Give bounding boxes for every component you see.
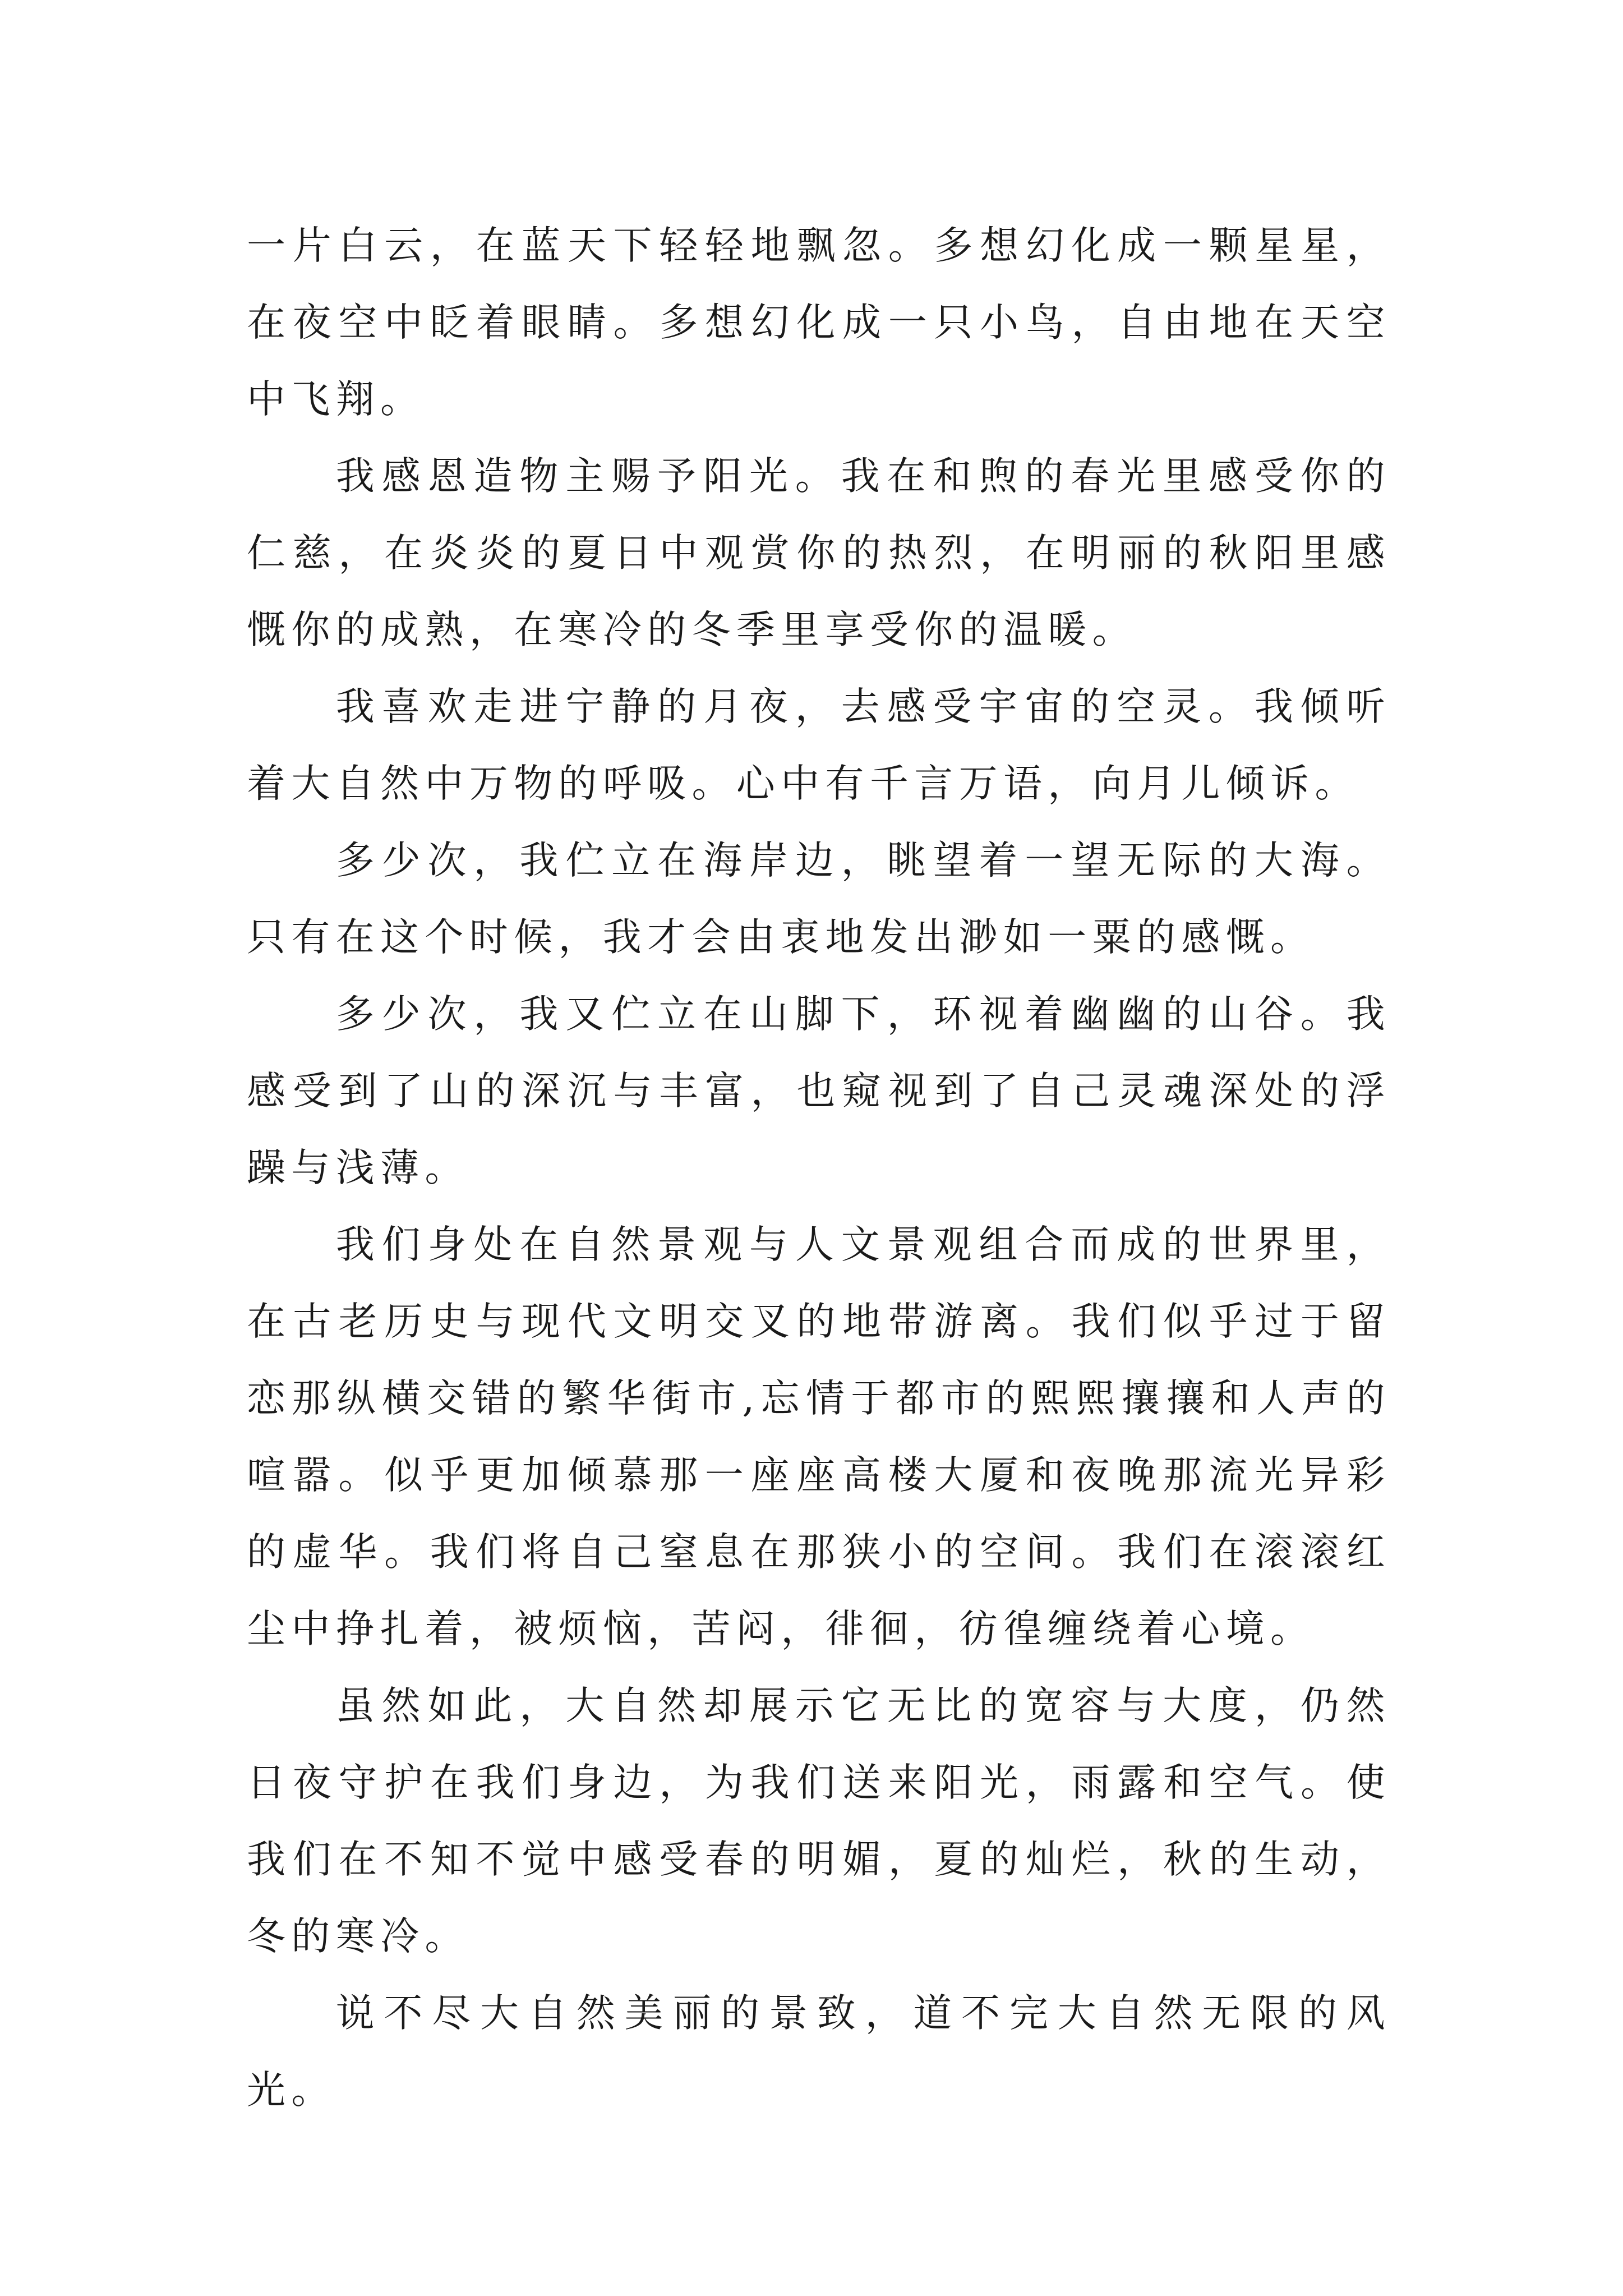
paragraph-5: 多少次，我又伫立在山脚下，环视着幽幽的山谷。我感受到了山的深沉与丰富，也窥视到了自己灵魂深处的浮躁与浅薄。 xyxy=(247,992,1391,1190)
paragraph-3: 我喜欢走进宁静的月夜，去感受宇宙的空灵。我倾听着大自然中万物的呼吸。心中有千言万语，向月儿倾诉。 xyxy=(247,684,1391,806)
paragraph-1: 一片白云，在蓝天下轻轻地飘忽。多想幻化成一颗星星，在夜空中眨着眼睛。多想幻化成一只小鸟，自由地在天空中飞翔。 xyxy=(247,223,1391,422)
paragraph-2: 我感恩造物主赐予阳光。我在和煦的春光里感受你的仁慈，在炎炎的夏日中观赏你的热烈，在明丽的秋阳里感慨你的成熟，在寒冷的冬季里享受你的温暖。 xyxy=(247,454,1391,652)
paragraph-8: 说不尽大自然美丽的景致，道不完大自然无限的风光。 xyxy=(247,1991,1391,2113)
paragraph-4: 多少次，我伫立在海岸边，眺望着一望无际的大海。只有在这个时候，我才会由衷地发出渺如一粟的感慨。 xyxy=(247,838,1391,960)
paragraph-6: 我们身处在自然景观与人文景观组合而成的世界里，在古老历史与现代文明交叉的地带游离。我们似乎过于留恋那纵横交错的繁华街市,忘情于都市的熙熙攘攘和人声的喧嚣。似乎更加倾慕那一座座高楼大厦和夜晚那流光异彩的虚华。我们将自己窒息在那狭小的空间。我们在滚滚红尘中挣扎着，被烦恼，苦闷，徘徊，彷徨缠绕着心境。 xyxy=(247,1222,1391,1651)
paragraph-7: 虽然如此，大自然却展示它无比的宽容与大度，仍然日夜守护在我们身边，为我们送来阳光，雨露和空气。使我们在不知不觉中感受春的明媚，夏的灿烂，秋的生动，冬的寒冷。 xyxy=(247,1683,1391,1959)
document-body xyxy=(247,208,1391,2129)
